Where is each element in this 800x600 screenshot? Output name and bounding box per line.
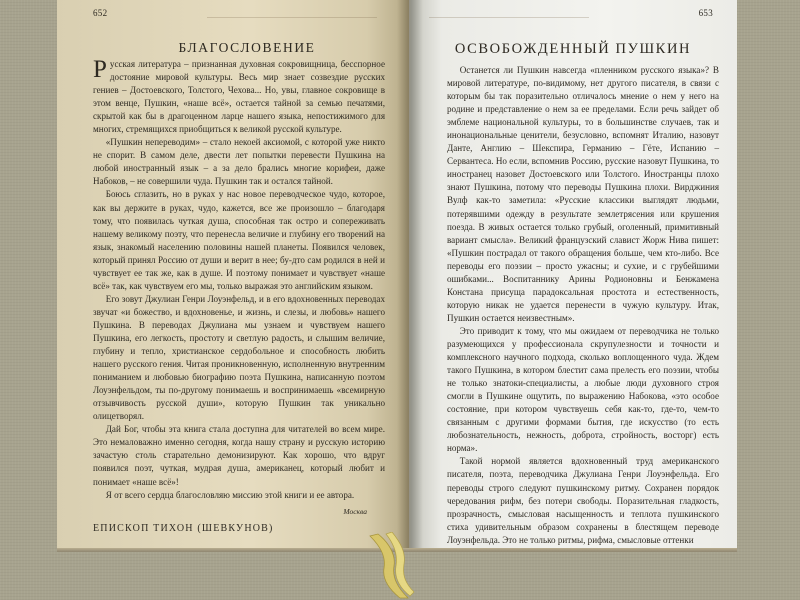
- paragraph: Русская литература – признанная духовная сокровищница, бесспорное достояние мировой культуры. Весь мир знает созвездие русских гениев – Достоевского, Толстого, Чехова... Но, увы, главное сокровище в этом венце, Пушкин, «наше всё», остается тайной за семью печатями, скрытой как бы в драгоценном ларце нашего языка, непостижимого для многих, стремящихся приобщиться к великой русской культуре.: [93, 56, 385, 135]
- page-number-right: 653: [698, 8, 713, 18]
- paragraph: Его зовут Джулиан Генри Лоуэнфельд, и в его вдохновенных переводах звучат «и божество, и вдохновенье, и жизнь, и слезы, и любовь» нашего Пушкина. В переводах Джулиана мы узнаем и чувствуем нашего Пушкина, его легкость, простоту и светлую радость, и слышим величие, глубину и тепло, христианское сердобольное и способность любить нашего русского гения. Читая проникновенную, исполненную внутренним пониманием и любовью биографию поэта Пушкина, написанную поэтом Лоуэнфельдом, ты по-другому понимаешь и воспринимаешь «всемирную отзывчивость русской души», которую Пушкин так уникально олицетворял.: [93, 293, 385, 422]
- paragraph: Боюсь сглазить, но в руках у нас новое переводческое чудо, которое, как вы держите в руках, чудо, кажется, все же произошло – благодаря тому, что появилась чуткая душа, способная так остро и сопереживать нашему великому поэту, что перенесла величие и глубину его творений на язык, знакомый населению половины нашей планеты. Появился человек, который принял Россию от души и верит в нее; бу-дто сам родился в ней и чувствует ее так же, как в душе. И поэтому понимает и чувствует «наше всё» так, как чувствуем его мы, только выражая это английским языком.: [93, 189, 385, 291]
- open-book: [57, 0, 737, 600]
- chapter-title-left: БЛАГОСЛОВЕНИЕ: [178, 40, 316, 55]
- author-name: ЕПИСКОП ТИХОН (ШЕВКУНОВ): [93, 523, 274, 534]
- left-page: [57, 0, 409, 548]
- show-through-line: [207, 17, 377, 18]
- paragraph: Это приводит к тому, что мы ожидаем от переводчика не только разумеющихся у профессионала скрупулезности и точности и комплексного научного подхода, сколько воплощенного чуда. Ждем такого Пушкина, в котором блестит сама прелесть его поэзии, чтобы не только знатоки-специалисты, а любые люди духовного строя смогли в Пушкине ощутить, по выражению Набокова, «это особое состояние, при котором чувствуешь себя как-то, где-то, чем-то связанным с другими формами бытия, где искусство (то есть любознательность, нежность, доброта, стройность, восторг) есть норма».: [447, 325, 719, 454]
- page-number-left: 652: [93, 8, 108, 18]
- signature-place: Москва: [343, 507, 367, 516]
- paragraph: Останется ли Пушкин навсегда «пленником русского языка»? В мировой литературе, по-видимому, нет другого писателя, в связи с которым бы так поразительно отличалось мнение о нем у него на родине и представление о нем за ее пределами. Если речь зайдет об эмблеме национальной культуры, то в большинстве случаев, так и инонациональные ценители, безусловно, вспомнят Италию, назовут Данте, Англию – Шекспира, Германию – Гёте, Испанию – Сервантеса. Но если, вспомнив Россию, русские назовут Пушкина, то иностранец назовет Достоевского или Толстого. Иностранцы плохо знают Пушкина, потому что переводы Пушкина плохи. Вирджиния Вулф как-то заметила: «Русские классики выглядят людьми, потерявшими одежду в результате землетрясения или крушения поезда. В живых остается только грубый, оголенный, примитивный вариант смысла». Великий французский славист Жорж Нива пишет: «Пушкин пострадал от такого обращения больше, чем кто-либо. Все переводы его поэзии – просто ужасны; и сухие, и с грубейшими ошибками... Воспитаннику Арины Родионовны и Бенжамена Констана присуща парадоксальная простота и естественность, которую никак не удается перенести в чужую культуру. Итак, Пушкин остается неизвестным».: [447, 65, 719, 323]
- paragraph: Такой нормой является вдохновенный труд американского писателя, поэта, переводчика Джулиана Генри Лоуэнфельда. Его переводы строго следуют пушкинскому ритму. Сохранен порядок чередования рифм, без потери свободы. Поразительная гладкость, прозрачность, смысловая насыщенность и теплота пушкинского стиха удивительным образом сохранены в блестящем переводе Лоуэнфельда. Это не только ритмы, рифма, смысловые оттенки: [447, 456, 719, 545]
- bookmark-ribbon-icon: [364, 532, 416, 600]
- drop-cap: Р: [93, 56, 107, 83]
- book-gutter: [397, 0, 423, 548]
- paragraph: Дай Бог, чтобы эта книга стала доступна для читателей во всем мире. Это немаловажно именно сегодня, когда нашу страну и русскую историю зачастую столь старательно демонизируют. Как хорошо, что вдруг появился поэт, чуткая, мудрая душа, американец, который любит и понимает «наше всё»!: [93, 424, 385, 487]
- chapter-title-right: ОСВОБОЖДЕННЫЙ ПУШКИН: [454, 41, 692, 57]
- paragraph: Я от всего сердца благословляю миссию этой книги и ее автора.: [105, 489, 355, 500]
- paragraph: «Пушкин непереводим» – стало некоей аксиомой, с которой уже никто не спорит. В самом деле, двести лет попытки перевести Пушкина на любой иностранный язык – а за дело брались многие корифеи, даже Набоков, – не совершили чуда. Пушкин так и остался тайной.: [93, 137, 385, 187]
- show-through-line: [429, 17, 589, 18]
- body-text-right: [447, 64, 719, 547]
- body-text-left: [93, 58, 385, 502]
- right-page: [409, 0, 737, 548]
